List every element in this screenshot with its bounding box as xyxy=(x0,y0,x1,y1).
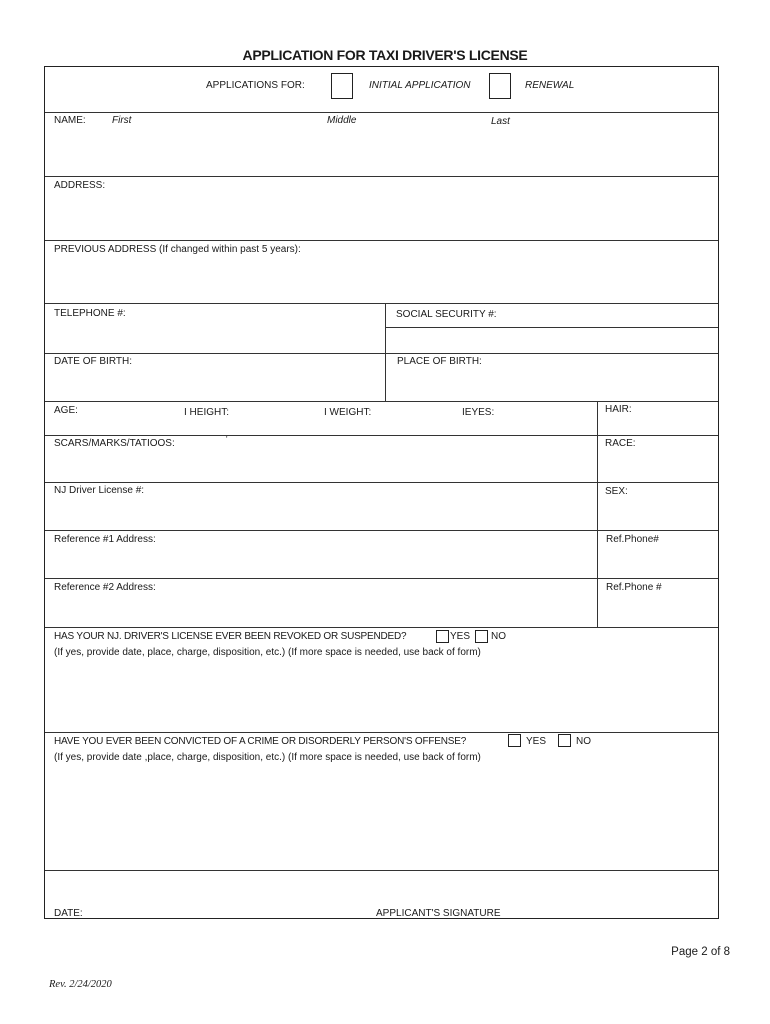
dob-label: DATE OF BIRTH: xyxy=(54,356,132,367)
convicted-yes-label: YES xyxy=(526,736,547,747)
address-field[interactable] xyxy=(45,193,718,239)
pob-label: PLACE OF BIRTH: xyxy=(397,356,482,367)
previous-address-field[interactable] xyxy=(45,257,718,302)
revoked-question: HAS YOUR NJ. DRIVER'S LICENSE EVER BEEN REVOKED OR SUSPENDED? xyxy=(54,631,407,642)
pob-field[interactable] xyxy=(386,369,718,400)
scars-label: SCARS/MARKS/TATIOOS: xyxy=(54,438,175,449)
height-label: I HEIGHT: xyxy=(184,407,230,418)
renewal-label: RENEWAL xyxy=(525,80,575,91)
revoked-yes-checkbox[interactable] xyxy=(436,630,449,643)
convicted-yes-checkbox[interactable] xyxy=(508,734,521,747)
race-label: RACE: xyxy=(605,438,636,449)
ref1-phone-label: Ref.Phone# xyxy=(606,534,659,545)
convicted-question: HAVE YOU EVER BEEN CONVICTED OF A CRIME OR DISORDERLY PERSON'S OFFENSE? xyxy=(54,736,467,747)
revoked-no-checkbox[interactable] xyxy=(475,630,488,643)
race-field[interactable] xyxy=(598,451,718,481)
eyes-label: IEYES: xyxy=(462,407,495,418)
scars-mark: ' xyxy=(226,435,228,444)
physical-description-field[interactable] xyxy=(45,417,597,434)
scars-field[interactable] xyxy=(45,451,597,481)
dob-field[interactable] xyxy=(45,369,385,400)
telephone-label: TELEPHONE #: xyxy=(54,308,126,319)
revision-date: Rev. 2/24/2020 xyxy=(49,979,112,990)
application-form xyxy=(44,66,719,919)
middle-name-label: Middle xyxy=(327,115,357,126)
nj-license-field[interactable] xyxy=(45,499,597,529)
nj-license-label: NJ Driver License #: xyxy=(54,485,145,496)
renewal-checkbox[interactable] xyxy=(489,73,511,99)
ref1-address-field[interactable] xyxy=(45,547,597,577)
telephone-field[interactable] xyxy=(45,321,385,352)
signature-field[interactable] xyxy=(366,872,718,906)
age-label: AGE: xyxy=(54,405,78,416)
convicted-no-checkbox[interactable] xyxy=(558,734,571,747)
ref2-phone-field[interactable] xyxy=(598,595,718,626)
signature-label: APPLICANT'S SIGNATURE xyxy=(376,908,501,919)
ref1-phone-field[interactable] xyxy=(598,547,718,577)
first-name-label: First xyxy=(112,115,132,126)
form-title: APPLICATION FOR TAXI DRIVER'S LICENSE xyxy=(242,47,528,63)
page-number: Page 2 of 8 xyxy=(671,946,730,958)
name-field[interactable] xyxy=(45,129,718,175)
ssn-label: SOCIAL SECURITY #: xyxy=(396,309,497,320)
revoked-details-field[interactable] xyxy=(45,661,718,731)
convicted-note: (If yes, provide date ,place, charge, disposition, etc.) (If more space is needed, use back of form) xyxy=(54,752,481,763)
sex-field[interactable] xyxy=(598,499,718,529)
ref1-address-label: Reference #1 Address: xyxy=(54,534,156,545)
ref2-address-field[interactable] xyxy=(45,595,597,626)
sex-label: SEX: xyxy=(605,486,628,497)
initial-application-label: INITIAL APPLICATION xyxy=(369,80,471,91)
initial-application-checkbox[interactable] xyxy=(331,73,353,99)
hair-label: HAIR: xyxy=(605,404,632,415)
applications-label: APPLICATIONS FOR: xyxy=(206,80,305,91)
weight-label: I WEIGHT: xyxy=(324,407,372,418)
date-field[interactable] xyxy=(45,872,365,906)
last-name-label: Last xyxy=(491,116,510,127)
previous-address-label: PREVIOUS ADDRESS (If changed within past 5 years): xyxy=(54,244,301,255)
ref2-phone-label: Ref.Phone # xyxy=(606,582,662,593)
date-label: DATE: xyxy=(54,908,83,919)
hair-field[interactable] xyxy=(598,417,718,434)
ref2-address-label: Reference #2 Address: xyxy=(54,582,156,593)
convicted-details-field[interactable] xyxy=(45,766,718,869)
address-label: ADDRESS: xyxy=(54,180,106,191)
revoked-yes-label: YES xyxy=(450,631,471,642)
convicted-no-label: NO xyxy=(576,736,591,747)
revoked-no-label: NO xyxy=(491,631,506,642)
name-label: NAME: xyxy=(54,115,86,126)
ssn-field[interactable] xyxy=(386,328,718,352)
revoked-note: (If yes, provide date, place, charge, disposition, etc.) (If more space is needed, use back of form) xyxy=(54,647,481,658)
